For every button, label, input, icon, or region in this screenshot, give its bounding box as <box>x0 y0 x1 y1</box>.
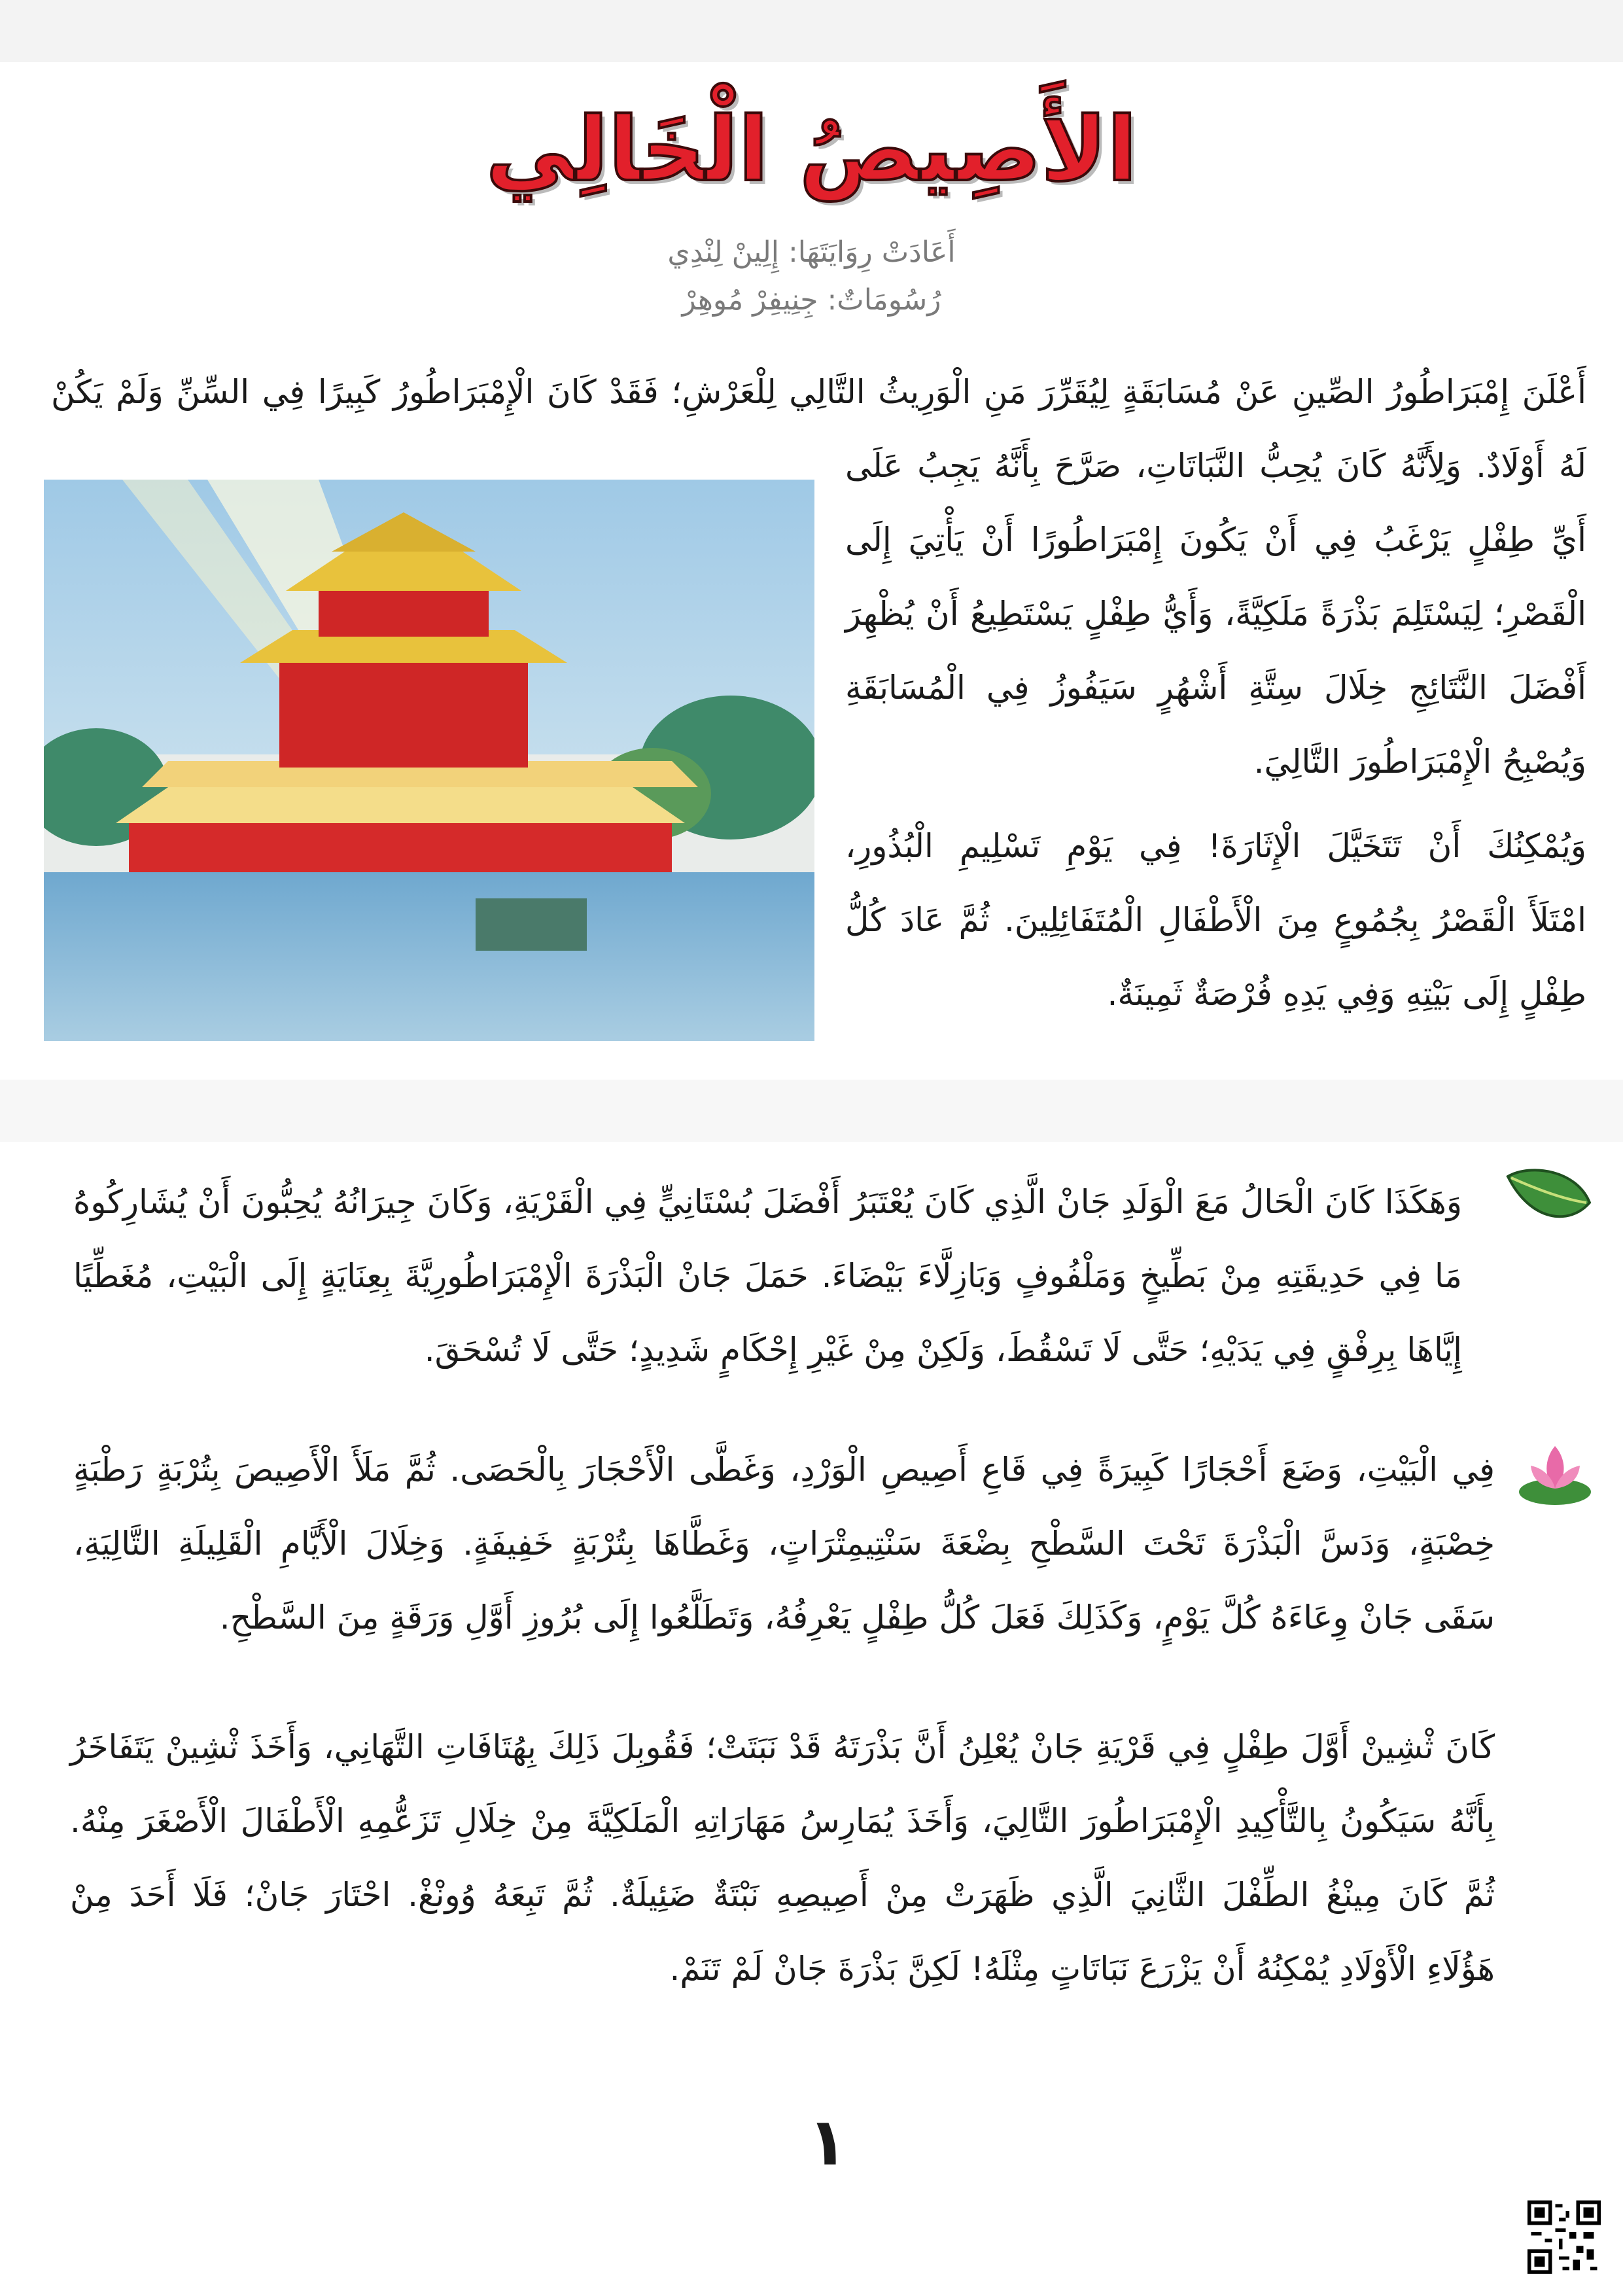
text-line: هَؤُلَاءِ الْأَوْلَادِ يُمْكِنُهُ أَنْ يَزْرَعَ نَبَاتَاتٍ مِثْلَهُ! لَكِنَّ بَذْرَةَ جَانْ لَمْ تَنَمْ. <box>669 1950 1495 1988</box>
text-line: لَهُ أَوْلَادٌ. وَلِأَنَّهُ كَانَ يُحِبُّ النَّبَاتَاتِ، صَرَّحَ بِأَنَّهُ يَجِبُ عَلَى <box>845 447 1586 485</box>
text-line: وَيُمْكِنُكَ أَنْ تَتَخَيَّلَ الْإِثَارَةَ! فِي يَوْمِ تَسْلِيمِ الْبُذُورِ، <box>845 827 1586 865</box>
text-line: أَفْضَلَ النَّتَائِجِ خِلَالَ سِتَّةِ أَشْهُرٍ سَيَفُوزُ فِي الْمُسَابَقَةِ <box>845 669 1586 707</box>
text-line: فِي الْبَيْتِ، وَضَعَ أَحْجَارًا كَبِيرَةً فِي قَاعِ أَصِيصِ الْوَرْدِ، وَغَطَّى الْأَحْجَارَ بِالْحَصَى. ثُمَّ مَلَأَ الْأَصِيصَ بِتُرْبَةٍ رَطْبَةٍ <box>73 1451 1495 1489</box>
text-line: خِصْبَةٍ، وَدَسَّ الْبَذْرَةَ تَحْتَ السَّطْحِ بِضْعَةَ سَنْتِيمِتْرَاتٍ، وَغَطَّاهَا بِتُرْبَةٍ خَفِيفَةٍ. وَخِلَالَ الْأَيَّامِ الْقَلِيلَةِ التَّالِيَةِ، <box>73 1525 1495 1563</box>
paragraph-5 <box>70 1710 1495 2006</box>
paragraph-1-first <box>51 355 1586 429</box>
text-line: بِأَنَّهُ سَيَكُونُ بِالتَّأْكِيدِ الْإِمْبَرَاطُورَ التَّالِيَ، وَأَخَذَ يُمَارِسُ مَهَارَاتِهِ الْمَلَكِيَّةَ مِنْ خِلَالِ تَزَعُّمِهِ الْأَطْفَالَ الْأَصْغَرَ مِنْهُ. <box>70 1802 1495 1840</box>
text-line: كَانَ ثْشِينْ أَوَّلَ طِفْلٍ فِي قَرْيَةِ جَانْ يُعْلِنُ أَنَّ بَذْرَتَهُ قَدْ نَبَتَتْ؛ فَقُوبِلَ ذَلِكَ بِهُتَافَاتِ التَّهَانِي، وَأَخَذَ ثْشِينْ يَتَفَاخَرُ <box>70 1728 1495 1766</box>
page-number: ١ <box>807 2104 848 2180</box>
text-line: الْقَصْرِ؛ لِيَسْتَلِمَ بَذْرَةً مَلَكِيَّةً، وَأَيُّ طِفْلٍ يَسْتَطِيعُ أَنْ يُظْهِرَ <box>845 595 1586 633</box>
story-title: الأَصِيصُ الْخَالِي <box>485 98 1138 201</box>
text-line: إِيَّاهَا بِرِفْقٍ فِي يَدَيْهِ؛ حَتَّى لَا تَسْقُطَ، وَلَكِنْ مِنْ غَيْرِ إِحْكَامٍ شَدِيدٍ؛ حَتَّى لَا تُسْحَقَ. <box>424 1331 1462 1369</box>
text-line: وَيُصْبِحُ الْإِمْبَرَاطُورَ التَّالِيَ. <box>1253 743 1586 781</box>
credit-illustrations: رُسُومَاتٌ: جِنِيفِرْ مُوهِرْ <box>682 283 941 317</box>
paragraph-4 <box>73 1433 1495 1655</box>
top-band <box>0 0 1623 62</box>
palace-illustration <box>44 480 814 1041</box>
leaf-icon <box>1505 1163 1593 1229</box>
qr-code-icon[interactable] <box>1527 2200 1601 2274</box>
text-line: أَعْلَنَ إِمْبَرَاطُورُ الصِّينِ عَنْ مُسَابَقَةٍ لِيُقَرِّرَ مَنِ الْوَرِيثُ التَّالِي لِلْعَرْشِ؛ فَقَدْ كَانَ الْإِمْبَرَاطُورُ كَبِيرًا فِي السِّنِّ وَلَمْ يَكُنْ <box>51 373 1586 411</box>
text-line: طِفْلٍ إِلَى بَيْتِهِ وَفِي يَدِهِ فُرْصَةٌ ثَمِينَةٌ. <box>1107 975 1586 1013</box>
lotus-icon <box>1518 1439 1593 1508</box>
paragraph-1 <box>845 429 1586 799</box>
text-line: أَيِّ طِفْلٍ يَرْغَبُ فِي أَنْ يَكُونَ إِمْبَرَاطُورًا أَنْ يَأْتِيَ إِلَى <box>845 521 1586 559</box>
paragraph-3 <box>73 1165 1462 1387</box>
credit-retold: أَعَادَتْ رِوَايَتَهَا: إِلِينْ لِنْدِي <box>667 236 956 269</box>
paragraph-2 <box>845 809 1586 1031</box>
text-line: ثُمَّ كَانَ مِينْغُ الطِّفْلَ الثَّانِيَ الَّذِي ظَهَرَتْ مِنْ أَصِيصِهِ نَبْتَةٌ ضَئِيلَةٌ. ثُمَّ تَبِعَهُ وُونْغْ. احْتَارَ جَانْ؛ فَلَا أَحَدَ مِنْ <box>70 1876 1495 1914</box>
section-divider <box>0 1080 1623 1142</box>
text-line: مَا فِي حَدِيقَتِهِ مِنْ بَطِّيخٍ وَمَلْفُوفٍ وَبَازِلَّاءَ بَيْضَاءَ. حَمَلَ جَانْ الْبَذْرَةَ الْإِمْبَرَاطُورِيَّةَ بِعِنَايَةٍ إِلَى الْبَيْتِ، مُغَطِّيًا <box>73 1257 1462 1295</box>
text-line: وَهَكَذَا كَانَ الْحَالُ مَعَ الْوَلَدِ جَانْ الَّذِي كَانَ يُعْتَبَرُ أَفْضَلَ بُسْتَانِيٍّ فِي الْقَرْيَةِ، وَكَانَ جِيرَانُهُ يُحِبُّونَ أَنْ يُشَارِكُوهُ <box>73 1183 1462 1221</box>
text-line: امْتَلَأَ الْقَصْرُ بِجُمُوعٍ مِنَ الْأَطْفَالِ الْمُتَفَائِلِينَ. ثُمَّ عَادَ كُلُّ <box>845 901 1586 939</box>
text-line: سَقَى جَانْ وِعَاءَهُ كُلَّ يَوْمٍ، وَكَذَلِكَ فَعَلَ كُلُّ طِفْلٍ يَعْرِفُهُ، وَتَطَلَّعُوا إِلَى بُرُوزِ أَوَّلِ وَرَقَةٍ مِنَ السَّطْحِ. <box>219 1598 1495 1636</box>
